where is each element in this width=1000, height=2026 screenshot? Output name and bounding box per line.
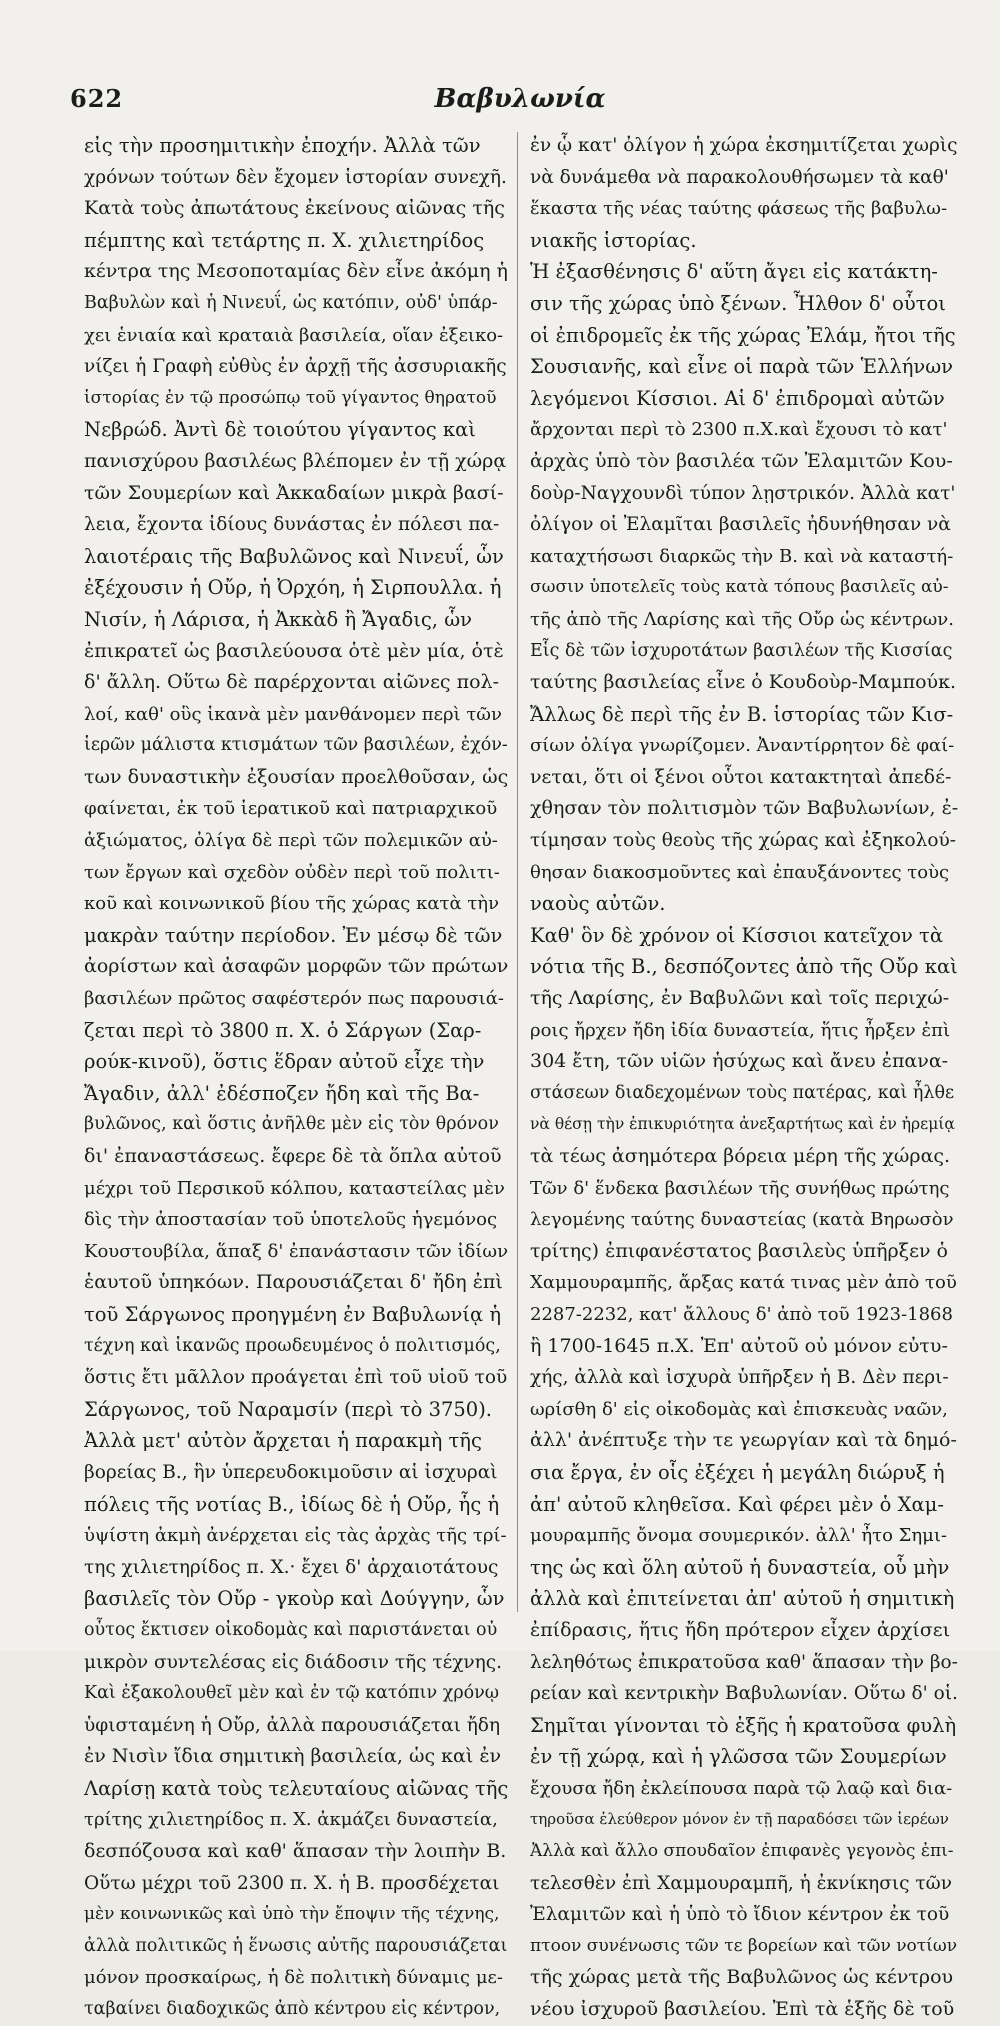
text-line: θησαν διακοσμοῦντες καὶ ἐπαυξάνοντες τοὺς xyxy=(530,861,950,883)
text-line: ἐν ᾧ κατ' ὀλίγον ἡ χώρα ἐκσημιτίζεται χωρὶς xyxy=(530,135,958,156)
text-line: Καὶ ἐξακολουθεῖ μὲν καὶ ἐν τῷ κατόπιν χρόνῳ xyxy=(84,1683,500,1704)
text-line: Κατὰ τοὺς ἀπωτάτους ἐκείνους αἰῶνας τῆς xyxy=(84,197,505,220)
text-line: τέχνη καὶ ἱκανῶς προωδευμένος ὁ πολιτισμός, xyxy=(84,1335,501,1356)
text-line: ἀλλὰ καὶ ἐπιτείνεται ἀπ' αὐτοῦ ἡ σημιτικὴ xyxy=(530,1587,955,1611)
text-line: ἀλλὰ πολιτικῶς ἡ ἕνωσις αὐτῆς παρουσιάζεται xyxy=(84,1935,508,1956)
text-line: σια ἔργα, ἐν οἷς ἐξέχει ἡ μεγάλη διώρυξ ἡ xyxy=(530,1460,945,1484)
text-line: λεληθότως ἐπικρατοῦσα καθ' ἅπασαν τὴν βο- xyxy=(530,1651,958,1673)
text-line: Ἄλλως δὲ περὶ τῆς ἐν Β. ἱστορίας τῶν Κισ- xyxy=(530,702,954,726)
page-header xyxy=(70,84,970,124)
text-line: τοῦ Σάργωνος προηγμένη ἐν Βαβυλωνίᾳ ἡ xyxy=(84,1302,502,1326)
text-line: Ἐλαμιτῶν καὶ ἡ ὑπὸ τὸ ἴδιον κέντρον ἐκ τοῦ xyxy=(530,1904,950,1926)
text-line: χθησαν τὸν πολιτισμὸν τῶν Βαβυλωνίων, ἐ- xyxy=(530,797,958,820)
text-line: σιν τῆς χώρας ὑπὸ ξένων. Ἦλθον δ' οὗτοι xyxy=(530,291,946,315)
text-line: ζεται περὶ τὸ 3800 π. Χ. ὁ Σάργων (Σαρ- xyxy=(84,1018,482,1042)
text-line: στάσεων διαδεχομένων τοὺς πατέρας, καὶ ἦλθε xyxy=(530,1082,955,1103)
text-line: βορείας Β., ἣν ὑπερευδοκιμοῦσιν αἱ ἰσχυραὶ xyxy=(84,1461,498,1483)
column-divider xyxy=(517,132,518,1612)
text-line: Σουσιανῆς, καὶ εἶνε οἱ παρὰ τῶν Ἑλλήνων xyxy=(530,355,954,379)
text-line: βυλῶνος, καὶ ὅστις ἀνῆλθε μὲν εἰς τὸν θρόνον xyxy=(84,1114,499,1135)
text-line: τρίτης χιλιετηρίδος π. Χ. ἀκμάζει δυναστεία, xyxy=(84,1809,498,1831)
text-line: Ἡ ἐξασθένησις δ' αὕτη ἄγει εἰς κατάκτη- xyxy=(530,260,938,284)
text-line: ρούκ-κινοῦ), ὅστις ἕδραν αὐτοῦ εἶχε τὴν xyxy=(84,1050,485,1074)
text-line: ἐπίδρασις, ἥτις ἤδη πρότερον εἶχεν ἀρχίσει xyxy=(530,1618,951,1641)
text-line: νίζει ἡ Γραφὴ εὐθὺς ἐν ἀρχῇ τῆς ἀσσυριακῆς xyxy=(84,356,507,378)
text-line: 2287-2232, κατ' ἄλλους δ' ἀπὸ τοῦ 1923-1868 xyxy=(530,1303,953,1325)
text-line: τίμησαν τοὺς θεοὺς τῆς χώρας καὶ ἐξηκολού- xyxy=(530,830,956,852)
text-line: μόνον προσκαίρως, ἡ δὲ πολιτικὴ δύναμις με- xyxy=(84,1967,503,1989)
text-line: ἀορίστων καὶ ἀσαφῶν μορφῶν τῶν πρώτων xyxy=(84,955,508,978)
running-title: Βαβυλωνία xyxy=(434,84,606,114)
text-line: Βαβυλὼν καὶ ἡ Νινευΐ, ὡς κατόπιν, οὐδ' ὑπάρ- xyxy=(84,292,498,313)
text-line: τῆς χώρας μετὰ τῆς Βαβυλῶνος ὡς κέντρου xyxy=(530,1966,954,1989)
text-line: σίων ὀλίγα γνωρίζομεν. Ἀναντίρρητον δὲ φαί- xyxy=(530,735,955,757)
text-line: εἰς τὴν προσημιτικὴν ἐποχήν. Ἀλλὰ τῶν xyxy=(84,134,481,157)
text-line: Εἷς δὲ τῶν ἰσχυροτάτων βασιλέων τῆς Κισσίας xyxy=(530,640,953,661)
text-line: των ἔργων καὶ σχεδὸν οὐδὲν περὶ τοῦ πολιτι- xyxy=(84,861,500,883)
text-line: ροις ἤρχεν ἤδη ἰδία δυναστεία, ἥτις ἦρξεν ἐπὶ xyxy=(530,1019,951,1041)
text-line: τῆς ἀπὸ τῆς Λαρίσης καὶ τῆς Οὔρ ὡς κέντρων. xyxy=(530,608,954,630)
text-line: τελεσθὲν ἐπὶ Χαμμουραμπῆ, ἡ ἐκνίκησις τῶν xyxy=(530,1872,952,1894)
text-line: ἀξιώματος, ὀλίγα δὲ περὶ τῶν πολεμικῶν αὐ- xyxy=(84,830,498,852)
text-line: φαίνεται, ἐκ τοῦ ἱερατικοῦ καὶ πατριαρχικοῦ xyxy=(84,798,498,820)
text-line: Τῶν δ' ἕνδεκα βασιλέων τῆς συνήθως πρώτης xyxy=(530,1177,950,1199)
text-line: δὶς τὴν ἀποστασίαν τοῦ ὑποτελοῦς ἡγεμόνος xyxy=(84,1209,498,1231)
text-line: δι' ἐπαναστάσεως. ἔφερε δὲ τὰ ὅπλα αὐτοῦ xyxy=(84,1145,502,1167)
text-line: Λαρίσῃ κατὰ τοὺς τελευταίους αἰῶνας τῆς xyxy=(84,1776,508,1800)
text-line: ὑφισταμένη ἡ Οὔρ, ἀλλὰ παρουσιάζεται ἤδη xyxy=(84,1714,501,1736)
text-line: ἱερῶν μάλιστα κτισμάτων τῶν βασιλέων, ἐχόν- xyxy=(84,735,508,756)
text-line: χει ἑνιαία καὶ κραταιὰ βασιλεία, οἵαν ἐξεικο- xyxy=(84,324,504,346)
text-line: νεται, ὅτι οἱ ξένοι οὗτοι κατακτηταὶ ἀπεδέ- xyxy=(530,765,952,788)
text-line: ἔχουσα ἤδη ἐκλείπουσα παρὰ τῷ λαῷ καὶ δια- xyxy=(530,1777,953,1799)
text-line: ρείαν καὶ κεντρικὴν Βαβυλωνίαν. Οὕτω δ' οἱ. xyxy=(530,1683,958,1705)
text-line: πέμπτης καὶ τετάρτης π. Χ. χιλιετηρίδος xyxy=(84,228,485,252)
text-line: χής, ἀλλὰ καὶ ἰσχυρὰ ὑπῆρξεν ἡ Β. Δὲν περι- xyxy=(530,1367,949,1389)
text-line: των δυναστικὴν ἐξουσίαν προελθοῦσαν, ὡς xyxy=(84,765,508,788)
text-line: Νεβρώδ. Ἀντὶ δὲ τοιούτου γίγαντος καὶ xyxy=(84,418,476,442)
text-line: καταχτήσωσι διαρκῶς τὴν Β. καὶ νὰ καταστή- xyxy=(530,545,954,567)
text-line: δοὺρ-Ναγχουνδὶ τύπον λῃστρικόν. Ἀλλὰ κατ' xyxy=(530,482,956,504)
text-line: σωσιν ὑποτελεῖς τοὺς κατὰ τόπους βασιλεῖς αὐ- xyxy=(530,577,949,598)
text-line: ἱστορίας ἐν τῷ προσώπῳ τοῦ γίγαντος θηρατοῦ xyxy=(84,387,497,408)
text-line: της χιλιετηρίδος π. Χ.· ἔχει δ' ἀρχαιοτάτους xyxy=(84,1556,499,1578)
text-line: μακρὰν ταύτην περίοδον. Ἐν μέσῳ δὲ τῶν xyxy=(84,923,503,947)
text-line: ὅστις ἔτι μᾶλλον προάγεται ἐπὶ τοῦ υἱοῦ τοῦ xyxy=(84,1367,508,1389)
text-line: ὑψίστη ἀκμὴ ἀνέρχεται εἰς τὰς ἀρχὰς τῆς τρί- xyxy=(84,1525,507,1547)
text-line: τρίτης) ἐπιφανέστατος βασιλεὺς ὑπῆρξεν ὁ xyxy=(530,1239,948,1262)
text-line: Σάργωνος, τοῦ Ναραμσίν (περὶ τὸ 3750). xyxy=(84,1397,493,1421)
text-line: κοῦ καὶ κοινωνικοῦ βίου τῆς χώρας κατὰ τὴν xyxy=(84,893,500,915)
text-line: μέχρι τοῦ Περσικοῦ κόλπου, καταστείλας μὲν xyxy=(84,1177,505,1199)
text-line: νὰ δυνάμεθα νὰ παρακολουθήσωμεν τὰ καθ' xyxy=(530,166,949,188)
text-line: ὀλίγον οἱ Ἐλαμῖται βασιλεῖς ἠδυνήθησαν νὰ xyxy=(530,514,951,536)
text-line: λεγόμενοι Κίσσιοι. Αἱ δ' ἐπιδρομαὶ αὐτῶν xyxy=(530,386,945,410)
text-line: μουραμπῆς ὄνομα σουμερικόν. ἀλλ' ἦτο Σημι- xyxy=(530,1525,948,1547)
text-line: ἀλλ' ἀνέπτυξε τὴν τε γεωργίαν καὶ τὰ δημό- xyxy=(530,1429,957,1452)
text-line: τῆς Λαρίσης, ἐν Βαβυλῶνι καὶ τοῖς περιχώ- xyxy=(530,987,950,1010)
text-line: βασιλεῖς τὸν Οὔρ - γκοὺρ καὶ Δούγγην, ὧν xyxy=(84,1587,505,1611)
text-line: οὗτος ἔκτισεν οἰκοδομὰς καὶ παριστάνεται οὐ xyxy=(84,1619,498,1640)
text-line: χρόνων τούτων δὲν ἔχομεν ἱστορίαν συνεχῆ. xyxy=(84,166,507,188)
text-line: νότια τῆς Β., δεσπόζοντες ἀπὸ τῆς Οὔρ καὶ xyxy=(530,955,958,979)
text-line: νὰ θέσῃ τὴν ἐπικυριότητα ἀνεξαρτήτως καὶ ἐν ἠρεμίᾳ xyxy=(530,1115,955,1134)
text-line: δεσπόζουσα καὶ καθ' ἅπασαν τὴν λοιπὴν Β. xyxy=(84,1840,507,1863)
left-text-column xyxy=(84,130,508,2026)
text-line: ἀρχὰς ὑπὸ τὸν βασιλέα τῶν Ἐλαμιτῶν Κου- xyxy=(530,449,953,472)
text-line: ταύτης βασιλείας εἶνε ὁ Κουδοὺρ-Μαμπούκ. xyxy=(530,671,956,694)
text-line: Ἄγαδιν, ἀλλ' ἐδέσποζεν ἤδη καὶ τῆς Βα- xyxy=(84,1081,480,1105)
text-line: πόλεις τῆς νοτίας Β., ἰδίως δὲ ἡ Οὔρ, ἧς ἡ xyxy=(84,1492,500,1516)
text-line: δ' ἄλλη. Οὕτω δὲ παρέρχονται αἰῶνες πολ- xyxy=(84,671,499,694)
text-line: της ὡς καὶ ὅλη αὐτοῦ ἡ δυναστεία, οὗ μὴν xyxy=(530,1555,950,1579)
text-line: ἕκαστα τῆς νέας ταύτης φάσεως τῆς βαβυλω- xyxy=(530,198,948,220)
text-line: Ἀλλὰ καὶ ἄλλο σπουδαῖον ἐπιφανὲς γεγονὸς ἐπι- xyxy=(530,1841,954,1862)
text-line: νέου ἰσχυροῦ βασιλείου. Ἐπὶ τὰ ἑξῆς δὲ τοῦ xyxy=(530,1998,955,2021)
text-line: πανισχύρου βασιλέως βλέπομεν ἐν τῇ χώρᾳ xyxy=(84,449,507,472)
text-line: ωρίσθη δ' εἰς οἰκοδομὰς καὶ ἐπισκευὰς ναῶν, xyxy=(530,1398,948,1420)
text-line: ἄρχονται περὶ τὸ 2300 π.Χ.καὶ ἔχουσι τὸ κατ' xyxy=(530,419,948,441)
text-line: βασιλέων πρῶτος σαφέστερόν πως παρουσιά- xyxy=(84,988,504,1010)
text-line: τηροῦσα ἐλεύθερον μόνον ἐν τῇ παραδόσει τῶν ἱερέων xyxy=(530,1810,949,1829)
text-line: τῶν Σουμερίων καὶ Ἀκκαδαίων μικρὰ βασί- xyxy=(84,481,504,504)
text-line: λεια, ἔχοντα ἰδίους δυνάστας ἐν πόλεσι πα- xyxy=(84,514,500,536)
text-line: τὰ τέως ἀσημότερα βόρεια μέρη τῆς χώρας. xyxy=(530,1145,951,1167)
text-line: Νισίν, ἡ Λάρισα, ἡ Ἀκκὰδ ἢ Ἄγαδις, ὧν xyxy=(84,607,472,631)
text-line: 304 ἔτη, τῶν υἱῶν ἡσύχως καὶ ἄνευ ἐπανα- xyxy=(530,1050,949,1073)
text-line: λοί, καθ' οὓς ἱκανὰ μὲν μανθάνομεν περὶ τῶν xyxy=(84,703,502,725)
text-line: Χαμμουραμπῆς, ἄρξας κατά τινας μὲν ἀπὸ τοῦ xyxy=(530,1272,957,1294)
text-line: οἱ ἐπιδρομεῖς ἐκ τῆς χώρας Ἐλάμ, ἤτοι τῆς xyxy=(530,323,956,347)
text-line: ἐξέχουσιν ἡ Οὔρ, ἡ Ὀρχόη, ἡ Σιρπουλλα. ἡ xyxy=(84,576,502,600)
text-line: κέντρα της Μεσοποταμίας δὲν εἶνε ἀκόμη ἡ xyxy=(84,260,508,283)
text-line: μικρὸν συντελέσας εἰς διάδοσιν τῆς τέχνης. xyxy=(84,1651,503,1673)
text-line: Ἀλλὰ μετ' αὐτὸν ἄρχεται ἡ παρακμὴ τῆς xyxy=(84,1429,482,1453)
text-line: ἑαυτοῦ ὑπηκόων. Παρουσιάζεται δ' ἤδη ἐπὶ xyxy=(84,1271,503,1294)
text-line: ἐν Νισὶν ἴδια σημιτικὴ βασιλεία, ὡς καὶ ἐν xyxy=(84,1745,502,1768)
text-line: Καθ' ὃν δὲ χρόνον οἱ Κίσσιοι κατεῖχον τὰ xyxy=(530,923,944,947)
text-line: ταβαίνει διαδοχικῶς ἀπὸ κέντρου εἰς κέντρον, xyxy=(84,1999,501,2020)
text-line: λαιοτέραις τῆς Βαβυλῶνος καὶ Νινευΐ, ὧν xyxy=(84,544,504,568)
text-line: πτοον συνένωσις τῶν τε βορείων καὶ τῶν νοτίων xyxy=(530,1935,958,1956)
right-text-column xyxy=(530,130,958,2026)
text-line: ἐν τῇ χώρᾳ, καὶ ἡ γλῶσσα τῶν Σουμερίων xyxy=(530,1745,947,1769)
text-line: Οὕτω μέχρι τοῦ 2300 π. Χ. ἡ Β. προσδέχεται xyxy=(84,1872,500,1894)
text-line: Κουστουβίλα, ἅπαξ δ' ἐπανάστασιν τῶν ἰδίων xyxy=(84,1240,508,1262)
text-line: λεγομένης ταύτης δυναστείας (κατὰ Βηρωσὸν xyxy=(530,1209,954,1231)
text-line: Σημῖται γίνονται τὸ ἑξῆς ἡ κρατοῦσα φυλὴ xyxy=(530,1713,957,1737)
page-number: 622 xyxy=(70,84,124,113)
text-line: νιακῆς ἱστορίας. xyxy=(530,228,697,252)
text-line: ἢ 1700-1645 π.Χ. Ἐπ' αὐτοῦ οὐ μόνον εὐτυ- xyxy=(530,1334,948,1357)
text-line: ἐπικρατεῖ ὡς βασιλεύουσα ὁτὲ μὲν μία, ὁτὲ xyxy=(84,639,504,662)
text-line: ναοὺς αὐτῶν. xyxy=(530,892,666,916)
text-line: ἀπ' αὐτοῦ κληθεῖσα. Καὶ φέρει μὲν ὁ Χαμ- xyxy=(530,1492,944,1516)
text-line: μὲν κοινωνικῶς καὶ ὑπὸ τὴν ἔποψιν τῆς τέχνης, xyxy=(84,1904,500,1925)
